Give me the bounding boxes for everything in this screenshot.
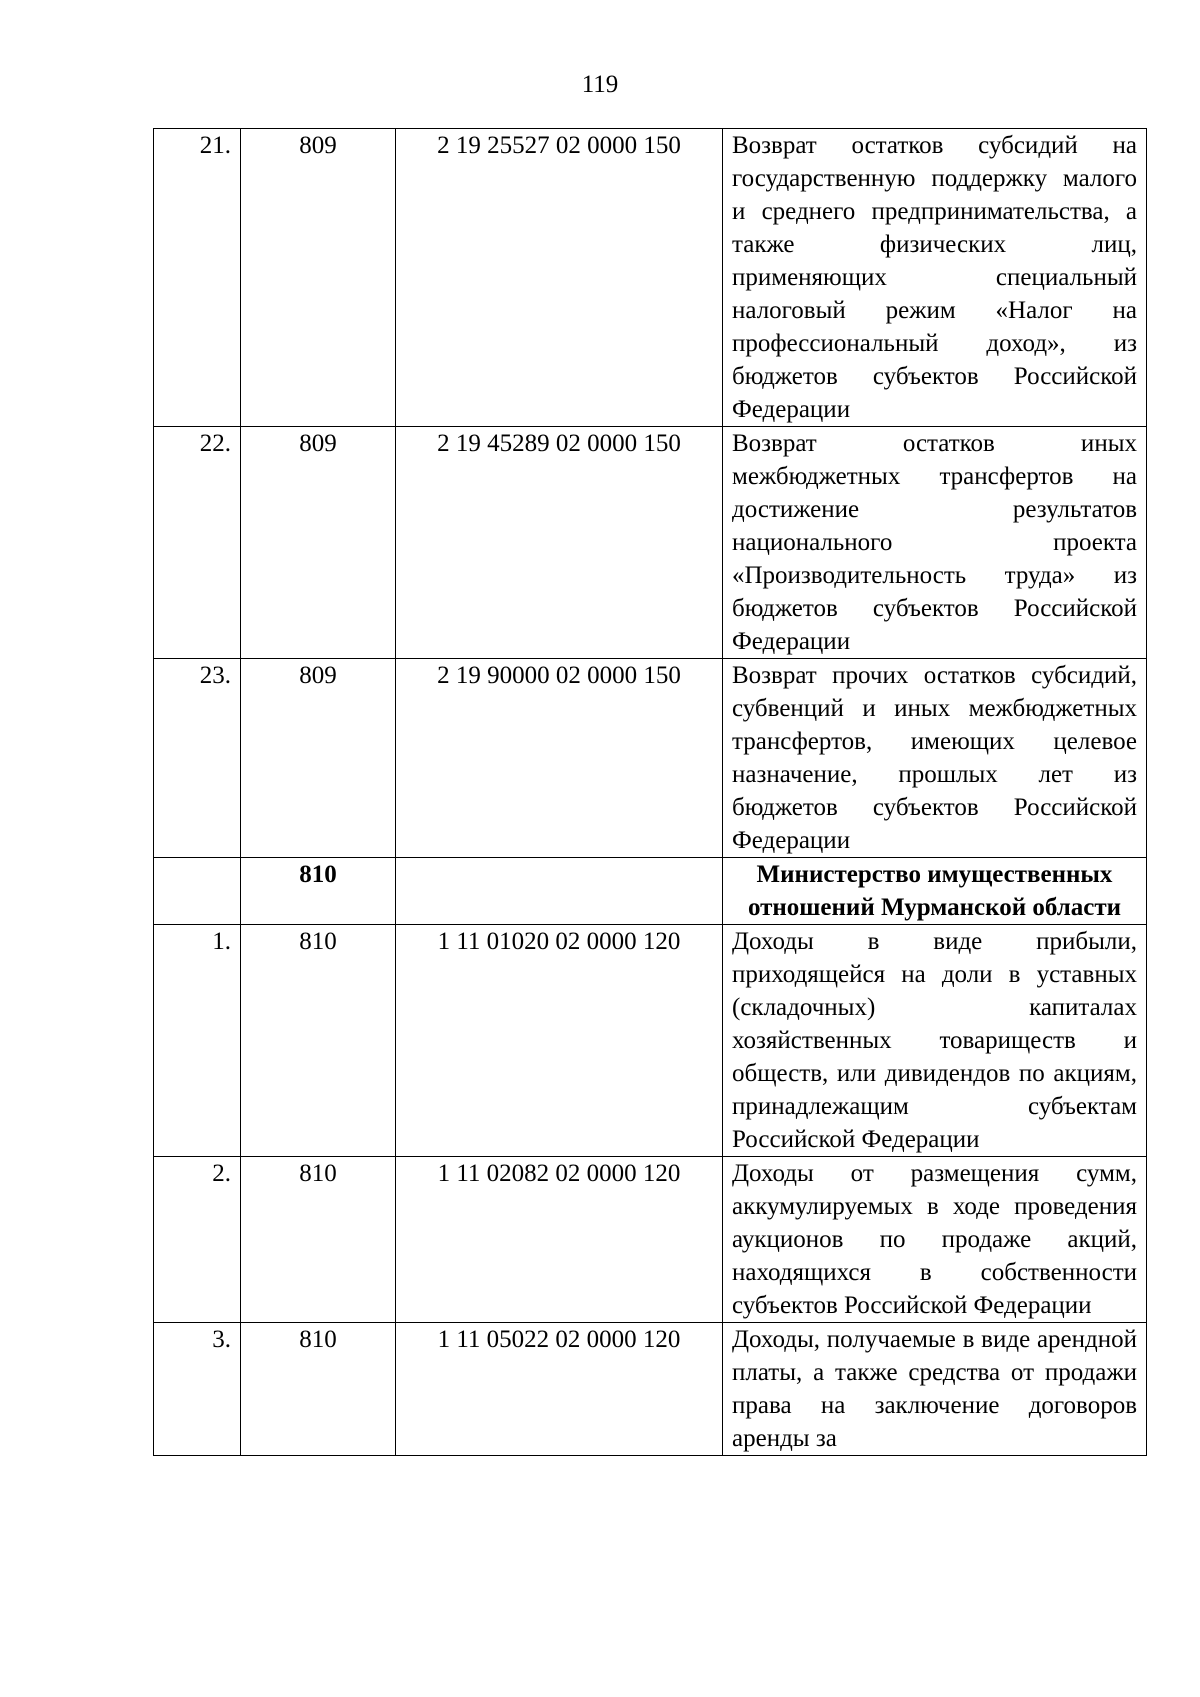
administrator-code: 809	[241, 427, 396, 659]
administrator-code: 810	[241, 1157, 396, 1323]
row-number: 3.	[154, 1323, 241, 1456]
table-row	[154, 925, 1147, 1157]
administrator-code: 810	[241, 1323, 396, 1456]
revenue-name: Возврат остатков иных межбюджетных трансфертов на достижение результатов национального проекта «Производительность труда» из бюджетов субъектов Российской Федерации	[723, 427, 1147, 659]
table-row	[154, 1323, 1147, 1456]
revenue-name: Возврат остатков субсидий на государственную поддержку малого и среднего предпринимательства, а также физических лиц, применяющих специальный налоговый режим «Налог на профессиональный доход», из бюджетов субъектов Российской Федерации	[723, 129, 1147, 427]
row-number: 22.	[154, 427, 241, 659]
revenue-name: Возврат прочих остатков субсидий, субвенций и иных межбюджетных трансфертов, имеющих целевое назначение, прошлых лет из бюджетов субъектов Российской Федерации	[723, 659, 1147, 858]
revenue-code: 2 19 25527 02 0000 150	[396, 129, 723, 427]
revenue-name: Доходы, получаемые в виде арендной платы, а также средства от продажи права на заключение договоров аренды за	[723, 1323, 1147, 1456]
revenue-code: 2 19 90000 02 0000 150	[396, 659, 723, 858]
administrator-name: Министерство имущественных отношений Мурманской области	[723, 858, 1147, 925]
table-row	[154, 427, 1147, 659]
revenue-code: 2 19 45289 02 0000 150	[396, 427, 723, 659]
revenue-name: Доходы от размещения сумм, аккумулируемых в ходе проведения аукционов по продаже акций, находящихся в собственности субъектов Российской Федерации	[723, 1157, 1147, 1323]
page-number: 119	[581, 71, 619, 98]
administrator-code: 810	[241, 858, 396, 925]
budget-classification-table	[153, 128, 1147, 1456]
revenue-code: 1 11 05022 02 0000 120	[396, 1323, 723, 1456]
administrator-code: 809	[241, 659, 396, 858]
revenue-code	[396, 858, 723, 925]
administrator-code: 810	[241, 925, 396, 1157]
revenue-code: 1 11 02082 02 0000 120	[396, 1157, 723, 1323]
row-number: 2.	[154, 1157, 241, 1323]
row-number	[154, 858, 241, 925]
row-number: 23.	[154, 659, 241, 858]
revenue-name: Доходы в виде прибыли, приходящейся на доли в уставных (складочных) капиталах хозяйственных товариществ и обществ, или дивидендов по акциям, принадлежащим субъектам Российской Федерации	[723, 925, 1147, 1157]
table-row	[154, 129, 1147, 427]
table-row	[154, 1157, 1147, 1323]
section-header-row	[154, 858, 1147, 925]
row-number: 1.	[154, 925, 241, 1157]
row-number: 21.	[154, 129, 241, 427]
revenue-code: 1 11 01020 02 0000 120	[396, 925, 723, 1157]
administrator-code: 809	[241, 129, 396, 427]
table-row	[154, 659, 1147, 858]
